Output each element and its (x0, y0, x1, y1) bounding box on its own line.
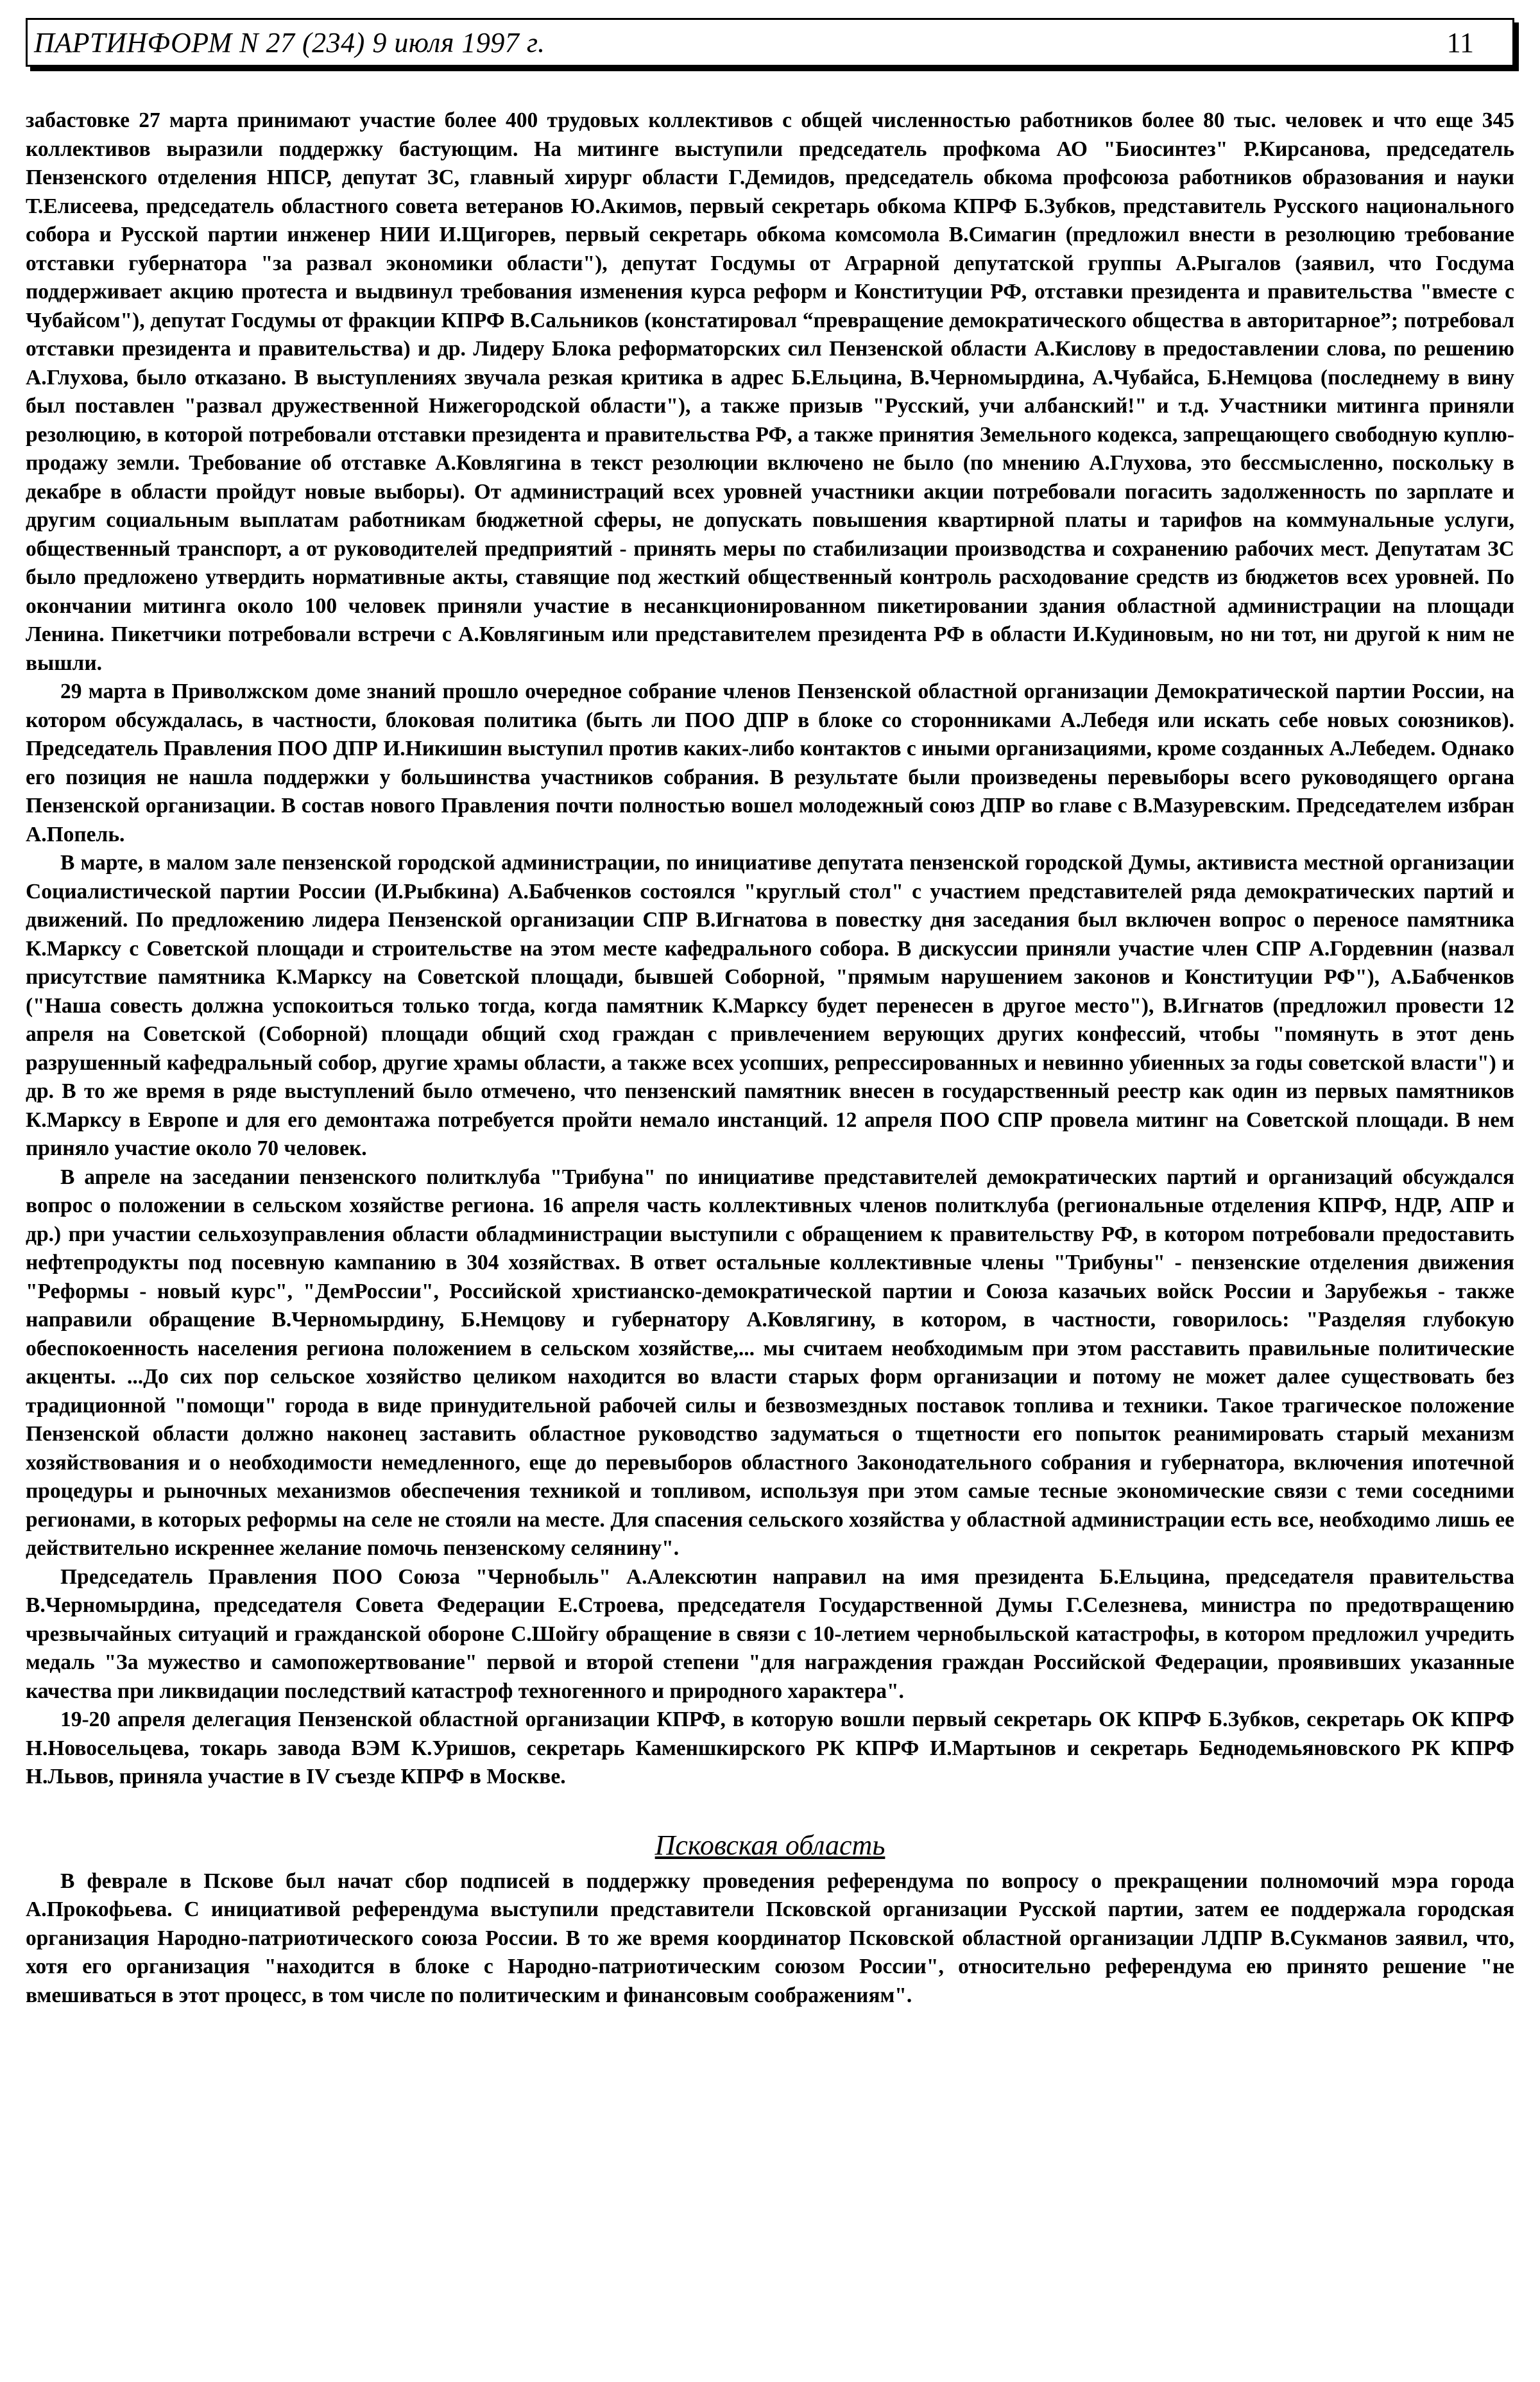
publication-title: ПАРТИНФОРМ N 27 (234) 9 июля 1997 г. (34, 26, 545, 58)
paragraph: В апреле на заседании пензенского политклуба "Трибуна" по инициативе представителей демократических партий и организаций обсуждался вопрос о положении в сельском хозяйстве региона. 16 апреля часть коллективных членов политклуба (региональные отделения КПРФ, НДР, АПР и др.) при участии сельхозуправления области обладминистрации выступили с обращением к правительству РФ, в котором потребовали предоставить нефтепродукты под посевную кампанию в 304 хозяйствах. В ответ остальные коллективные члены "Трибуны" - пензенские отделения движения "Реформы - новый курс", "ДемРоссии", Российской христианско-демократической партии и Союза казачьих войск России и Зарубежья - также направили обращение В.Черномырдину, Б.Немцову и губернатору А.Ковлягину, в котором, в частности, говорилось: "Разделяя глубокую обеспокоенность населения региона положением в сельском хозяйстве,... мы считаем необходимым при этом расставить правильные политические акценты. ...До сих пор сельское хозяйство целиком находится во власти старых форм организации и потому не может далее существовать без традиционной "помощи" города в виде принудительной рабочей силы и безвозмездных поставок топлива и техники. Такое трагическое положение Пензенской области должно наконец заставить областное руководство задуматься о тщетности его попыток реанимировать старый механизм хозяйствования и о необходимости немедленного, еще до перевыборов областного Законодательного собрания и губернатора, включения ипотечной процедуры и рыночных механизмов обеспечения техникой и топливом, используя при этом самые тесные экономические связи с теми соседними регионами, в которых реформы на селе не стояли на месте. Для спасения сельского хозяйства у областной администрации есть все, необходимо лишь ее действительно искреннее желание помочь пензенскому селянину". (26, 1165, 1514, 1560)
section-heading: Псковская область (654, 1829, 886, 1861)
page-header (26, 18, 1514, 67)
section-paragraph: В феврале в Пскове был начат сбор подписей в поддержку проведения референдума по вопросу о прекращении полномочий мэра города А.Прокофьева. С инициативой референдума выступили представители Псковской организации Русской партии, затем ее поддержала городская организация Народно-патриотического союза России. В то же время координатор Псковской областной организации ЛДПР В.Сукманов заявил, что, хотя его организация "находится в блоке с Народно-патриотическим союзом России", относительно референдума ею принято решение "не вмешиваться в этот процесс, в том числе по политическим и финансовым соображениям". (26, 1869, 1514, 2007)
paragraph: В марте, в малом зале пензенской городской администрации, по инициативе депутата пензенской городской Думы, активиста местной организации Социалистической партии России (И.Рыбкина) А.Бабченков состоялся "круглый стол" с участием представителей ряда демократических партий и движений. По предложению лидера Пензенской организации СПР В.Игнатова в повестку дня заседания был включен вопрос о переносе памятника К.Марксу с Советской площади и строительстве на этом месте кафедрального собора. В дискуссии приняли участие член СПР А.Гордевнин (назвал присутствие памятника К.Марксу на Советской площади, бывшей Соборной, "прямым нарушением законов и Конституции РФ"), А.Бабченков ("Наша совесть должна успокоиться только тогда, когда памятник К.Марксу будет перенесен в другое место"), В.Игнатов (предложил провести 12 апреля на Советской (Соборной) площади общий сход граждан с привлечением верующих других конфессий, чтобы "помянуть в этот день разрушенный кафедральный собор, другие храмы области, а также всех усопших, репрессированных и невинно убиенных за годы советской власти") и др. В то же время в ряде выступлений было отмечено, что пензенский памятник внесен в государственный реестр как один из первых памятников К.Марксу в Европе и для его демонтажа потребуется пройти немало инстанций. 12 апреля ПОО СПР провела митинг на Советской площади. В нем приняло участие около 70 человек. (26, 851, 1514, 1160)
paragraph: 19-20 апреля делегация Пензенской областной организации КПРФ, в которую вошли первый секретарь ОК КПРФ Б.Зубков, секретарь ОК КПРФ Н.Новосельцева, токарь завода ВЭМ К.Уришов, секретарь Каменшкирского РК КПРФ И.Мартынов и секретарь Беднодемьяновского РК КПРФ Н.Львов, приняла участие в IV съезде КПРФ в Москве. (26, 1708, 1514, 1788)
paragraph-continued: забастовке 27 марта принимают участие более 400 трудовых коллективов с общей численностью работников более 80 тыс. человек и что еще 345 коллективов выразили поддержку бастующим. На митинге выступили председатель профкома АО "Биосинтез" Р.Кирсанова, председатель Пензенского отделения НПСР, депутат ЗС, главный хирург области Г.Демидов, председатель обкома профсоюза работников образования и науки Т.Елисеева, председатель областного совета ветеранов Ю.Акимов, первый секретарь обкома КПРФ Б.Зубков, представитель Русского национального собора и Русской партии инженер НИИ И.Щигорев, первый секретарь обкома комсомола В.Симагин (предложил внести в резолюцию требование отставки губернатора "за развал экономики области"), депутат Госдумы от Аграрной депутатской группы А.Рыгалов (заявил, что Госдума поддерживает акцию протеста и выдвинул требования изменения курса реформ и Конституции РФ, отставки президента и правительства "вместе с Чубайсом"), депутат Госдумы от фракции КПРФ В.Сальников (констатировал “превращение демократического общества в авторитарное”; потребовал отставки президента и правительства) и др. Лидеру Блока реформаторских сил Пензенской области А.Кислову в предоставлении слова, по решению А.Глухова, было отказано. В выступлениях звучала резкая критика в адрес Б.Ельцина, В.Черномырдина, А.Чубайса, Б.Немцова (последнему в вину был поставлен "развал дружественной Нижегородской области"), а также призыв "Русский, учи албанский!" и т.д. Участники митинга приняли резолюцию, в которой потребовали отставки президента и правительства РФ, а также принятия Земельного кодекса, запрещающего свободную куплю-продажу земли. Требование об отставке А.Ковлягина в текст резолюции включено не было (по мнению А.Глухова, это бессмысленно, поскольку в декабре в области пройдут новые выборы). От администраций всех уровней участники акции потребовали погасить задолженность по зарплате и другим социальным выплатам работникам бюджетной сферы, не допускать повышения квартирной платы и тарифов на коммунальные услуги, общественный транспорт, а от руководителей предприятий - принять меры по стабилизации производства и сохранению рабочих мест. Депутатам ЗС было предложено утвердить нормативные акты, ставящие под жесткий общественный контроль расходование средств из бюджетов всех уровней. По окончании митинга около 100 человек приняли участие в несанкционированном пикетировании здания областной администрации на площади Ленина. Пикетчики потребовали встречи с А.Ковлягиным или представителем президента РФ в области И.Кудиновым, но ни тот, ни другой к ним не вышли. (26, 108, 1514, 675)
paragraph: Председатель Правления ПОО Союза "Чернобыль" А.Алексютин направил на имя президента Б.Ельцина, председателя правительства В.Черномырдина, председателя Совета Федерации Е.Строева, председателя Государственной Думы Г.Селезнева, министра по предотвращению чрезвычайных ситуаций и гражданской обороне С.Шойгу обращение в связи с 10-летием чернобыльской катастрофы, в котором предложил учредить медаль "За мужество и самопожертвование" первой и второй степени "для награждения граждан Российской Федерации, проявивших указанные качества при ликвидации последствий катастроф техногенного и природного характера". (26, 1564, 1514, 1703)
article-body (26, 107, 1514, 2010)
page-number: 11 (1446, 26, 1474, 58)
document-page (26, 18, 1514, 2010)
paragraph: 29 марта в Приволжском доме знаний прошло очередное собрание членов Пензенской областной организации Демократической партии России, на котором обсуждалась, в частности, блоковая политика (быть ли ПОО ДПР в блоке со сторонниками А.Лебедя или искать себе новых союзников). Председатель Правления ПОО ДПР И.Никишин выступил против каких-либо контактов с иными организациями, кроме созданных А.Лебедем. Однако его позиция не нашла поддержки у большинства участников собрания. В результате были произведены перевыборы всего руководящего органа Пензенской организации. В состав нового Правления почти полностью вошел молодежный союз ДПР во главе с В.Мазуревским. Председателем избран А.Попель. (26, 680, 1514, 846)
